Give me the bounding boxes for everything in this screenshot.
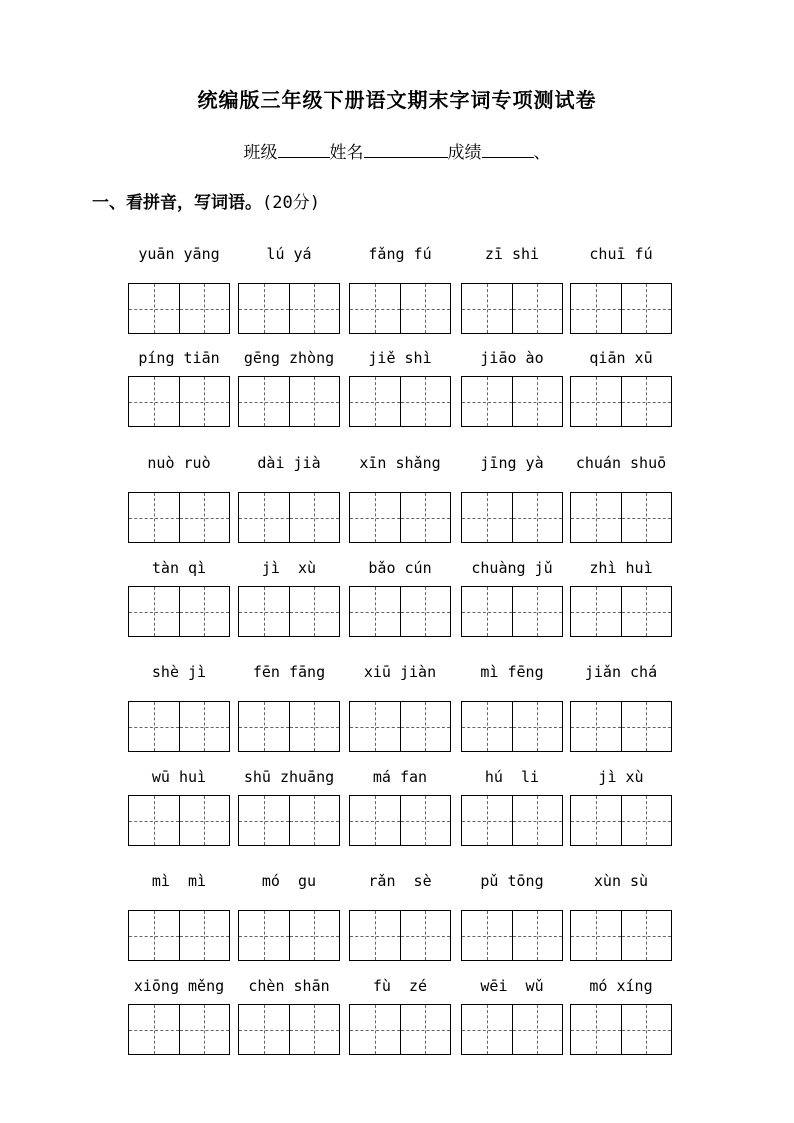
word-row [128,559,678,669]
pinyin-label: shū zhuāng [243,768,335,786]
score-label: 成绩 [447,143,482,163]
tian-character-square[interactable] [239,377,289,426]
word-item [128,768,230,878]
pinyin-label: wēi wǔ [480,977,544,995]
tian-character-square[interactable] [571,587,621,636]
tian-character-square[interactable] [621,911,672,960]
pinyin-label: zhì huì [589,559,653,577]
tian-character-square[interactable] [350,702,400,751]
word-item [349,663,451,773]
word-item [238,768,340,878]
answer-box [238,492,340,543]
pinyin-label: jiāo ào [480,349,544,367]
pinyin-label: chuàng jǔ [471,559,553,577]
tian-character-square[interactable] [462,493,512,542]
tian-character-square[interactable] [512,1005,563,1054]
word-item [461,663,563,773]
pinyin-label: xīn shǎng [359,454,441,472]
name-blank[interactable] [364,143,448,158]
pinyin-label: nuò ruò [147,454,211,472]
word-row [128,977,678,1087]
tian-character-square[interactable] [400,702,451,751]
answer-box [461,492,563,543]
tian-character-square[interactable] [462,377,512,426]
pinyin-label: jì xù [261,559,317,577]
answer-box [238,283,340,334]
word-item [238,559,340,669]
word-item [238,977,340,1087]
tian-character-square[interactable] [179,377,230,426]
word-item [128,245,230,355]
tian-character-square[interactable] [400,1005,451,1054]
word-item [570,977,672,1087]
answer-box [570,701,672,752]
tian-character-square[interactable] [621,1005,672,1054]
pinyin-label: píng tiān [138,349,220,367]
answer-box [128,795,230,846]
tian-character-square[interactable] [179,702,230,751]
tian-character-square[interactable] [239,702,289,751]
word-item [570,349,672,459]
tian-character-square[interactable] [462,796,512,845]
answer-box [570,492,672,543]
tian-character-square[interactable] [350,284,400,333]
pinyin-label: má fan [372,768,428,786]
tian-character-square[interactable] [350,1005,400,1054]
tian-character-square[interactable] [179,284,230,333]
tian-character-square[interactable] [289,284,340,333]
word-item [570,872,672,982]
answer-box [238,701,340,752]
pinyin-label: hú li [484,768,540,786]
tian-character-square[interactable] [179,911,230,960]
word-row [128,872,678,982]
word-item [349,454,451,564]
answer-box [128,586,230,637]
answer-box [349,586,451,637]
tian-character-square[interactable] [129,377,179,426]
answer-box [238,795,340,846]
word-item [461,977,563,1087]
answer-box [128,910,230,961]
tian-character-square[interactable] [400,284,451,333]
answer-box [461,701,563,752]
word-item [349,559,451,669]
pinyin-label: fù zé [372,977,428,995]
pinyin-label: bǎo cún [368,559,432,577]
word-item [461,245,563,355]
tian-character-square[interactable] [239,911,289,960]
word-row [128,768,678,878]
answer-box [128,376,230,427]
word-item [349,872,451,982]
word-item [570,454,672,564]
tian-character-square[interactable] [129,911,179,960]
name-label: 姓名 [329,143,364,163]
tian-character-square[interactable] [512,796,563,845]
tian-character-square[interactable] [129,493,179,542]
answer-box [128,701,230,752]
tian-character-square[interactable] [400,911,451,960]
student-info-line [0,138,794,163]
pinyin-label: jiǎn chá [584,663,658,681]
word-item [461,768,563,878]
tian-character-square[interactable] [179,796,230,845]
tian-character-square[interactable] [400,796,451,845]
tian-character-square[interactable] [621,493,672,542]
tian-character-square[interactable] [239,1005,289,1054]
pinyin-label: gēng zhòng [243,349,335,367]
tian-character-square[interactable] [289,796,340,845]
pinyin-label: tàn qì [151,559,207,577]
tian-character-square[interactable] [571,911,621,960]
answer-box [570,795,672,846]
tian-character-square[interactable] [289,493,340,542]
word-item [349,768,451,878]
tian-character-square[interactable] [129,1005,179,1054]
answer-box [461,376,563,427]
tian-character-square[interactable] [512,911,563,960]
word-item [461,559,563,669]
answer-box [461,283,563,334]
tian-character-square[interactable] [129,702,179,751]
tian-character-square[interactable] [350,377,400,426]
answer-box [128,492,230,543]
pinyin-label: fēn fāng [252,663,326,681]
word-row [128,454,678,564]
word-item [461,454,563,564]
word-item [128,977,230,1087]
section-label: 一、看拼音，写词语。 [92,193,262,213]
score-blank[interactable] [482,143,534,158]
tian-character-square[interactable] [512,702,563,751]
word-item [461,349,563,459]
class-label: 班级 [243,143,278,163]
answer-box [570,586,672,637]
word-item [461,872,563,982]
word-item [128,454,230,564]
pinyin-label: wū huì [151,768,207,786]
pinyin-label: yuān yāng [138,245,220,263]
tian-character-square[interactable] [571,284,621,333]
word-item [349,245,451,355]
answer-box [349,492,451,543]
answer-box [570,376,672,427]
pinyin-label: qiān xū [589,349,653,367]
pinyin-label: xùn sù [593,872,649,890]
tian-character-square[interactable] [621,377,672,426]
word-item [570,245,672,355]
tian-character-square[interactable] [129,587,179,636]
tian-character-square[interactable] [179,1005,230,1054]
tian-character-square[interactable] [512,377,563,426]
word-item [349,977,451,1087]
tian-character-square[interactable] [512,493,563,542]
answer-box [461,586,563,637]
pinyin-label: mì mì [151,872,207,890]
word-row [128,663,678,773]
answer-box [461,910,563,961]
answer-box [349,701,451,752]
pinyin-label: dài jià [257,454,321,472]
tian-character-square[interactable] [129,796,179,845]
tian-character-square[interactable] [350,493,400,542]
word-row [128,349,678,459]
pinyin-label: rǎn sè [368,872,432,890]
tian-character-square[interactable] [239,284,289,333]
pinyin-label: chuán shuō [575,454,667,472]
pinyin-label: mó xíng [589,977,653,995]
tian-character-square[interactable] [129,284,179,333]
tian-character-square[interactable] [239,587,289,636]
tian-character-square[interactable] [571,493,621,542]
word-item [238,454,340,564]
word-item [238,663,340,773]
class-blank[interactable] [278,143,330,158]
pinyin-label: fǎng fú [368,245,432,263]
tian-character-square[interactable] [350,796,400,845]
answer-box [349,910,451,961]
pinyin-label: chuī fú [589,245,653,263]
tian-character-square[interactable] [512,284,563,333]
word-row [128,245,678,355]
pinyin-label: lú yá [266,245,312,263]
pinyin-label: chèn shān [248,977,330,995]
tian-character-square[interactable] [512,587,563,636]
pinyin-label: xiū jiàn [363,663,437,681]
tian-character-square[interactable] [621,587,672,636]
tian-character-square[interactable] [289,702,340,751]
tian-character-square[interactable] [571,1005,621,1054]
word-item [570,559,672,669]
answer-box [349,795,451,846]
answer-box [238,586,340,637]
info-trailing-mark: 、 [533,143,551,163]
tian-character-square[interactable] [571,377,621,426]
tian-character-square[interactable] [571,702,621,751]
pinyin-label: jīng yà [480,454,544,472]
pinyin-label: xiōng měng [133,977,225,995]
pinyin-label: pǔ tōng [480,872,544,890]
pinyin-label: mó gu [261,872,317,890]
tian-character-square[interactable] [400,587,451,636]
word-item [128,663,230,773]
pinyin-label: shè jì [151,663,207,681]
pinyin-label: zī shi [484,245,540,263]
answer-box [238,910,340,961]
word-item [238,349,340,459]
answer-box [238,376,340,427]
tian-character-square[interactable] [400,377,451,426]
answer-box [128,1004,230,1055]
word-item [128,349,230,459]
answer-box [461,795,563,846]
tian-character-square[interactable] [239,493,289,542]
word-item [238,872,340,982]
tian-character-square[interactable] [179,587,230,636]
tian-character-square[interactable] [289,377,340,426]
pinyin-label: jiě shì [368,349,432,367]
tian-character-square[interactable] [350,911,400,960]
pinyin-label: jì xù [598,768,644,786]
word-item [570,663,672,773]
answer-box [349,1004,451,1055]
word-item [570,768,672,878]
tian-character-square[interactable] [462,284,512,333]
section-heading [92,188,320,213]
tian-character-square[interactable] [571,796,621,845]
section-points: (20分) [262,193,320,213]
answer-box [128,283,230,334]
tian-character-square[interactable] [350,587,400,636]
word-item [238,245,340,355]
tian-character-square[interactable] [621,702,672,751]
tian-character-square[interactable] [289,911,340,960]
tian-character-square[interactable] [239,796,289,845]
tian-character-square[interactable] [289,587,340,636]
pinyin-label: mì fēng [480,663,544,681]
answer-box [570,1004,672,1055]
answer-box [570,283,672,334]
tian-character-square[interactable] [621,796,672,845]
word-item [128,559,230,669]
tian-character-square[interactable] [462,911,512,960]
answer-box [349,283,451,334]
answer-box [461,1004,563,1055]
tian-character-square[interactable] [621,284,672,333]
tian-character-square[interactable] [462,702,512,751]
tian-character-square[interactable] [462,587,512,636]
word-item [128,872,230,982]
tian-character-square[interactable] [462,1005,512,1054]
tian-character-square[interactable] [400,493,451,542]
page-title: 统编版三年级下册语文期末字词专项测试卷 [197,88,597,112]
tian-character-square[interactable] [179,493,230,542]
answer-box [570,910,672,961]
tian-character-square[interactable] [289,1005,340,1054]
word-item [349,349,451,459]
answer-box [349,376,451,427]
answer-box [238,1004,340,1055]
